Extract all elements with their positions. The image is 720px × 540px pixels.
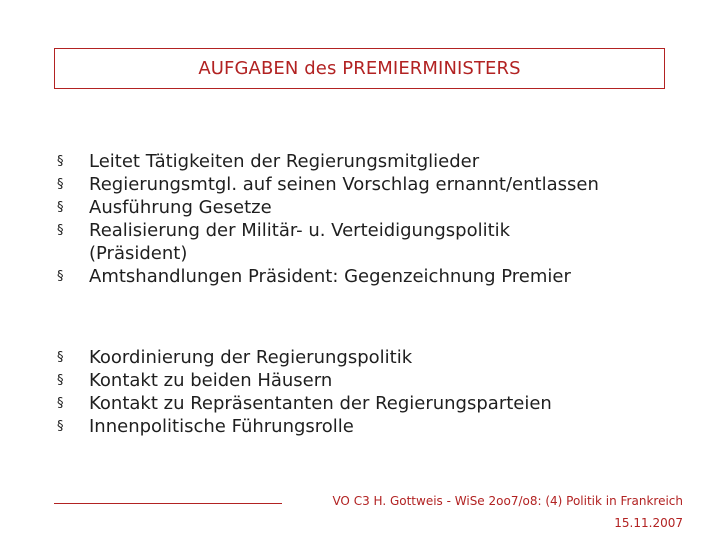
list-item bbox=[54, 369, 704, 392]
list-item bbox=[54, 392, 704, 415]
list-item bbox=[54, 173, 704, 196]
list-item-text: Koordinierung der Regierungspolitik bbox=[89, 347, 413, 368]
section-bullet-icon: § bbox=[57, 396, 64, 411]
slide-title-box bbox=[54, 48, 665, 89]
list-item-text: Kontakt zu beiden Häusern bbox=[89, 370, 333, 391]
list-item-text: Realisierung der Militär- u. Verteidigungspolitik (Präsident) bbox=[89, 220, 511, 264]
section-bullet-icon: § bbox=[57, 350, 64, 365]
task-list-primary bbox=[54, 150, 704, 288]
list-item-text: Leitet Tätigkeiten der Regierungsmitglieder bbox=[89, 151, 480, 172]
list-item bbox=[54, 150, 704, 173]
section-bullet-icon: § bbox=[57, 223, 64, 238]
footer-course-info: VO C3 H. Gottweis - WiSe 2oo7/o8: (4) Politik in Frankreich bbox=[332, 494, 683, 508]
section-bullet-icon: § bbox=[57, 177, 64, 192]
footer-date: 15.11.2007 bbox=[614, 516, 683, 530]
list-item-text: Regierungsmtgl. auf seinen Vorschlag ernannt/entlassen bbox=[89, 174, 599, 195]
list-item bbox=[54, 196, 704, 219]
section-bullet-icon: § bbox=[57, 373, 64, 388]
section-bullet-icon: § bbox=[57, 419, 64, 434]
list-item bbox=[54, 219, 704, 265]
list-item-text: Innenpolitische Führungsrolle bbox=[89, 416, 354, 437]
task-list-secondary bbox=[54, 346, 704, 438]
list-item-text: Amtshandlungen Präsident: Gegenzeichnung Premier bbox=[89, 266, 571, 287]
list-item bbox=[54, 265, 704, 288]
section-bullet-icon: § bbox=[57, 154, 64, 169]
list-item bbox=[54, 346, 704, 369]
list-item bbox=[54, 415, 704, 438]
section-bullet-icon: § bbox=[57, 269, 64, 284]
list-item-text: Kontakt zu Repräsentanten der Regierungsparteien bbox=[89, 393, 552, 414]
list-item-text: Ausführung Gesetze bbox=[89, 197, 272, 218]
slide-title: AUFGABEN des PREMIERMINISTERS bbox=[198, 58, 521, 79]
section-bullet-icon: § bbox=[57, 200, 64, 215]
footer-divider bbox=[54, 503, 282, 504]
